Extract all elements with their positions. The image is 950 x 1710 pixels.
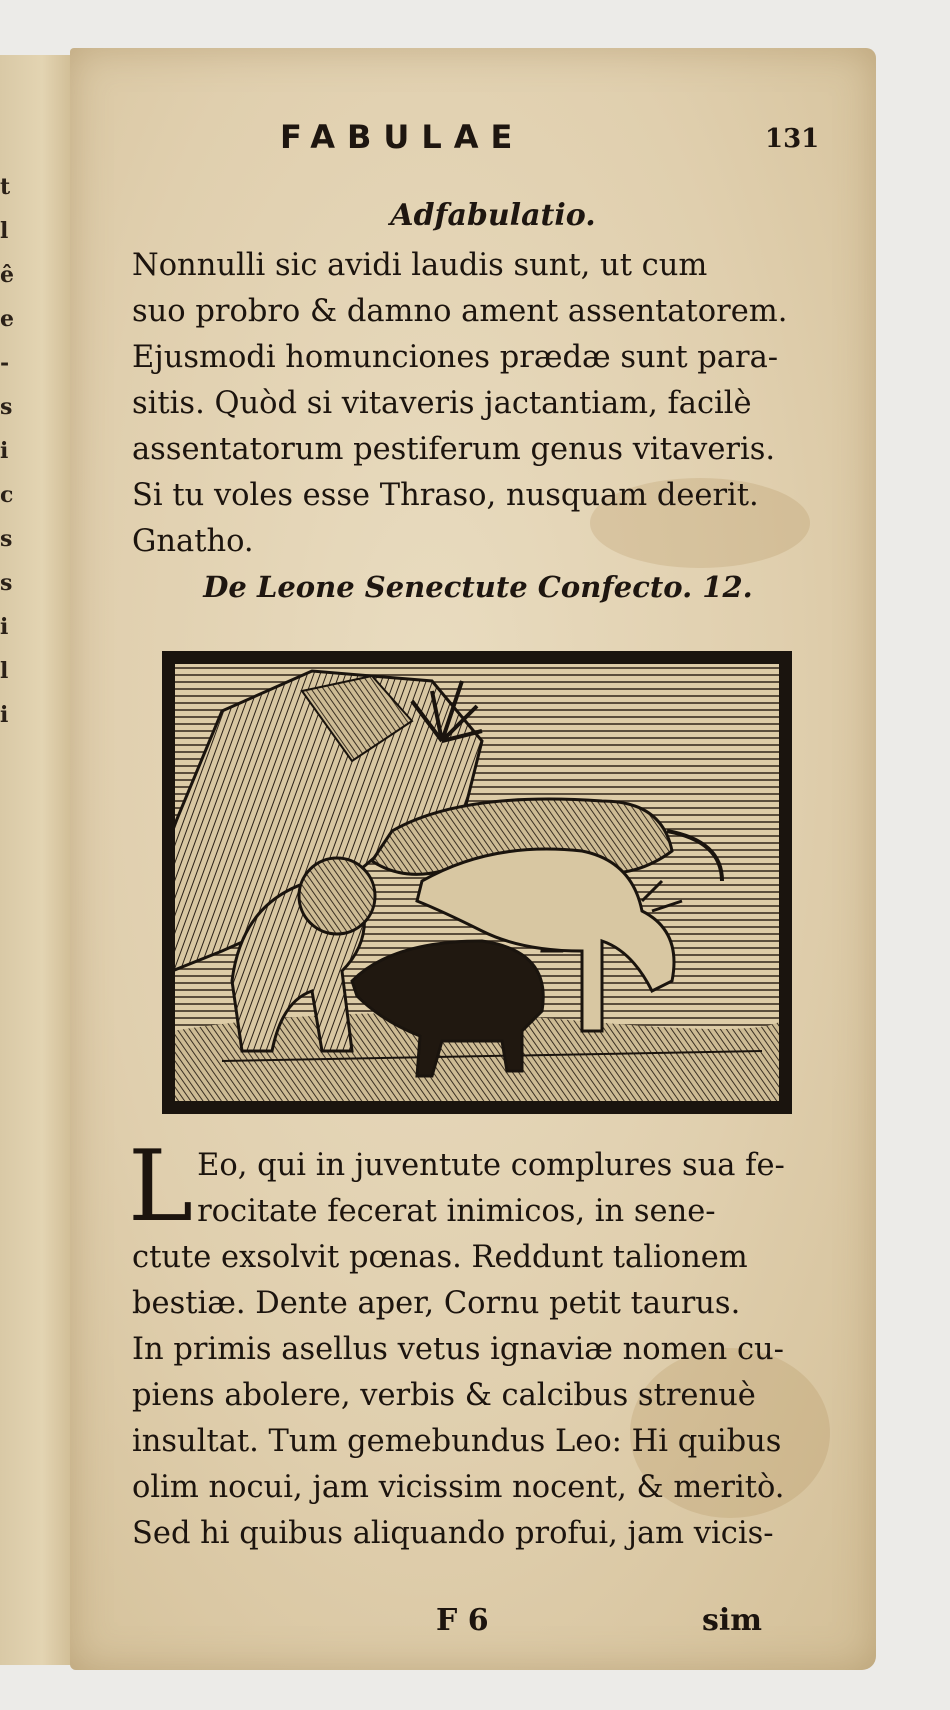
signature-mark: F 6 xyxy=(436,1603,489,1638)
book-page xyxy=(70,48,876,1670)
facing-page-fragment: l xyxy=(0,218,9,244)
facing-page-fragment: t xyxy=(0,174,11,200)
facing-page-fragment: i xyxy=(0,438,9,464)
catchword: sim xyxy=(702,1603,763,1638)
facing-page-fragment: s xyxy=(0,526,13,552)
facing-page-fragment: - xyxy=(0,350,10,376)
page-header xyxy=(70,118,876,168)
text-line: Gnatho. xyxy=(132,524,254,559)
text-line: Nonnulli sic avidi laudis sunt, ut cum xyxy=(132,248,708,283)
moral-heading: Adfabulatio. xyxy=(390,198,596,233)
facing-page-fragment: ê xyxy=(0,262,14,288)
facing-page-fragment: i xyxy=(0,702,9,728)
facing-page-fragment: i xyxy=(0,614,9,640)
facing-page-fragment: s xyxy=(0,570,13,596)
facing-page-fragment: c xyxy=(0,482,14,508)
running-title: FABULAE xyxy=(280,118,525,156)
text-line: olim nocui, jam vicissim nocent, & meritò. xyxy=(132,1470,785,1505)
facing-page-text-fragments xyxy=(0,165,16,1565)
text-line: Si tu voles esse Thraso, nusquam deerit. xyxy=(132,478,759,513)
text-line: rocitate fecerat inimicos, in sene- xyxy=(197,1194,716,1229)
woodcut-illustration xyxy=(162,651,792,1114)
text-line: suo probro & damno ament assentatorem. xyxy=(132,294,788,329)
text-line: Sed hi quibus aliquando profui, jam vicis- xyxy=(132,1516,774,1551)
text-line: Eo, qui in juventute complures sua fe- xyxy=(197,1148,785,1183)
text-line: ctute exsolvit pœnas. Reddunt talionem xyxy=(132,1240,748,1275)
facing-page-fragment: e xyxy=(0,306,14,332)
fable-title: De Leone Senectute Confecto. 12. xyxy=(203,570,753,604)
text-line: insultat. Tum gemebundus Leo: Hi quibus xyxy=(132,1424,782,1459)
facing-page-fragment: l xyxy=(0,658,9,684)
text-line: assentatorum pestiferum genus vitaveris. xyxy=(132,432,776,467)
fable-text xyxy=(128,1130,857,1557)
text-line: piens abolere, verbis & calcibus strenuè xyxy=(132,1378,756,1413)
text-line: sitis. Quòd si vitaveris jactantiam, facilè xyxy=(132,386,752,421)
text-line: In primis asellus vetus ignaviæ nomen cu- xyxy=(132,1332,784,1367)
woodcut-lion-boar-bull-donkey xyxy=(162,651,792,1114)
page-number: 131 xyxy=(765,124,820,154)
drop-cap: L xyxy=(128,1130,194,1244)
facing-page-fragment: s xyxy=(0,394,13,420)
moral-text xyxy=(132,243,857,565)
facing-page-edge xyxy=(0,55,71,1665)
text-line: bestiæ. Dente aper, Cornu petit taurus. xyxy=(132,1286,741,1321)
text-line: Ejusmodi homunciones prædæ sunt para- xyxy=(132,340,779,375)
